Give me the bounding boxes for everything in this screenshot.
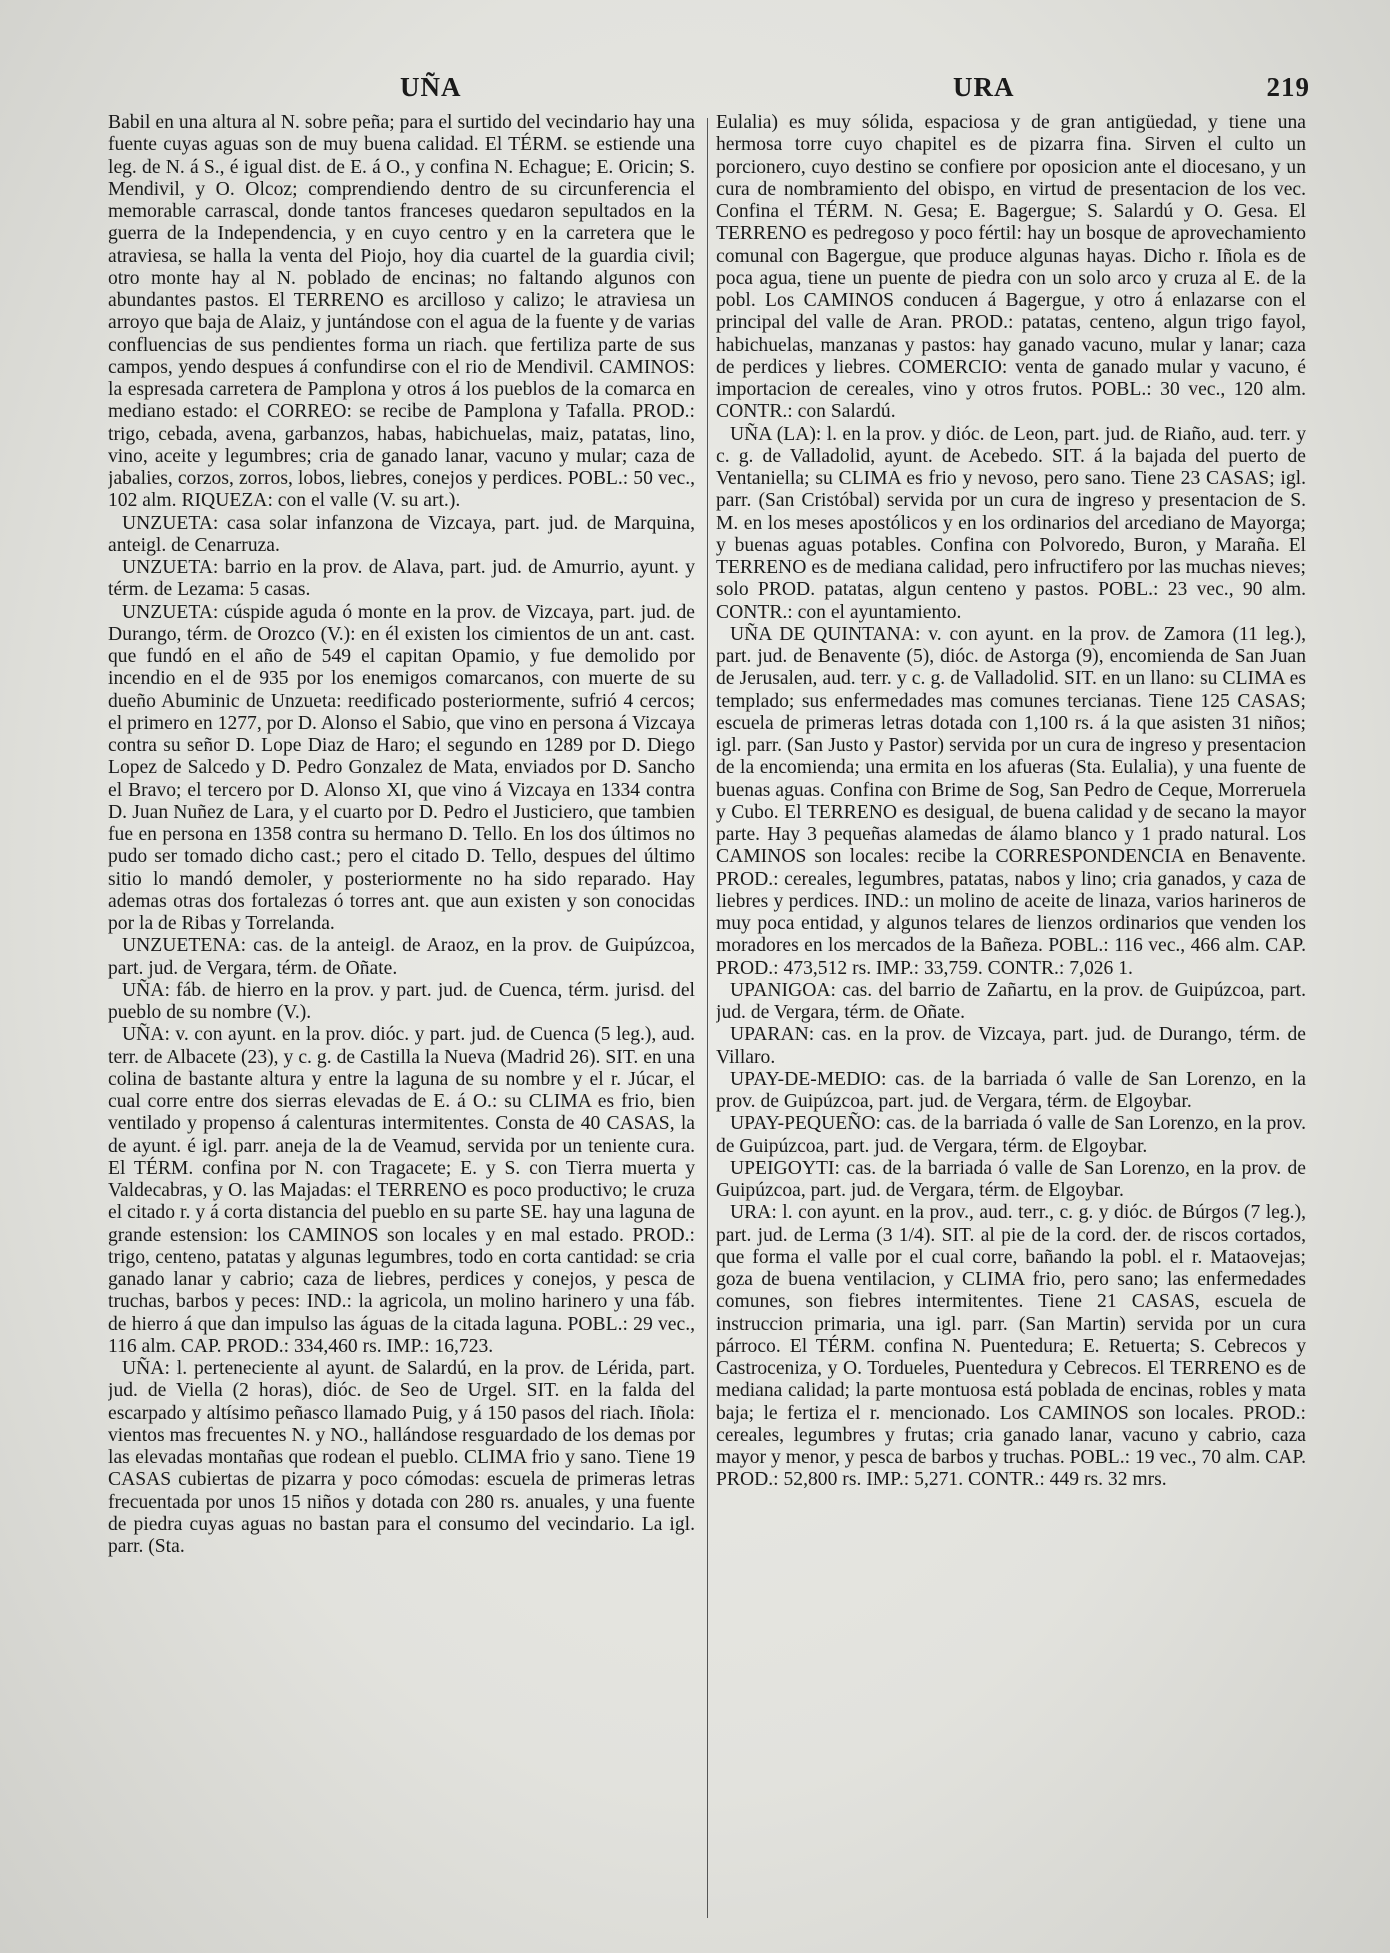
entry-paragraph: UÑA: v. con ayunt. en la prov. dióc. y part. jud. de Cuenca (5 leg.), aud. terr. de Albacete (23), y c. g. de Castilla la Nueva (Madrid 26). SIT. en una colina de bastante altura y entre la laguna de su nombre y el r. Júcar, el cual corre entre dos sierras elevadas de E. á O.: su CLIMA es frio, bien ventilado y propenso á calenturas intermitentes. Consta de 40 CASAS, la de ayunt. é igl. parr. aneja de la de Veamud, servida por un teniente cura. El TÉRM. confina por N. con Tragacete; E. y S. con Tierra muerta y Valdecabras, y O. las Majadas: el TERRENO es poco productivo; le cruza el citado r. y á corta distancia del pueblo en su parte SE. hay una laguna de grande estension: los CAMINOS son locales y en mal estado. PROD.: trigo, centeno, patatas y algunas legumbres, todo en corta cantidad: se cria ganado lanar y cabrio; caza de liebres, perdices y conejos, y pesca de truchas, barbos y peces: IND.: la agricola, un molino harinero y una fáb. de hierro á que dan impulso las águas de la citada laguna. POBL.: 29 vec., 116 alm. CAP. PROD.: 334,460 rs. IMP.: 16,723.	[108, 1024, 695, 1357]
header-left-word: UÑA	[400, 72, 462, 102]
entry-paragraph: UNZUETA: barrio en la prov. de Alava, part. jud. de Amurrio, ayunt. y térm. de Lezama: 5 casas.	[108, 557, 695, 601]
left-column	[108, 112, 695, 1942]
running-header	[100, 72, 1310, 112]
column-divider	[707, 118, 708, 1918]
entry-paragraph: Eulalia) es muy sólida, espaciosa y de gran antigüedad, y tiene una hermosa torre cuyo chapitel es de pizarra fina. Sirven el culto un porcionero, cuyo destino se confiere por oposicion ante el diocesano, y un cura de nombramiento del obispo, en virtud de presentacion de los vec. Confina el TÉRM. N. Gesa; E. Bagergue; S. Salardú y O. Gesa. El TERRENO es pedregoso y poco fértil: hay un bosque de aprovechamiento comunal con Bagergue, que produce algunas hayas. Dicho r. Iñola es de poca agua, tiene un puente de piedra con un solo arco y cruza al E. de la pobl. Los CAMINOS conducen á Bagergue, y otro á enlazarse con el principal del valle de Aran. PROD.: patatas, centeno, algun trigo fayol, habichuelas, manzanas y pastos: hay ganado vacuno, mular y lanar; caza de perdices y liebres. COMERCIO: venta de ganado mular y vacuno, é importacion de cereales, vino y otros frutos. POBL.: 30 vec., 120 alm. CONTR.: con Salardú.	[716, 112, 1306, 423]
entry-paragraph: UNZUETA: casa solar infanzona de Vizcaya, part. jud. de Marquina, anteigl. de Cenarruza.	[108, 512, 695, 556]
right-column	[716, 112, 1306, 1942]
page-number: 219	[1266, 72, 1310, 102]
entry-paragraph: Babil en una altura al N. sobre peña; para el surtido del vecindario hay una fuente cuyas aguas son de muy buena calidad. El TÉRM. se estiende una leg. de N. á S., é igual dist. de E. á O., y confina N. Echague; E. Oricin; S. Mendivil, y O. Olcoz; comprendiendo dentro de su circunferencia el memorable carrascal, donde tantos franceses quedaron sepultados en la guerra de la Independencia, y en cuyo centro y en la carretera que le atraviesa, se halla la venta del Piojo, hoy dia cuartel de la guardia civil; otro monte hay al N. poblado de encinas; no faltando algunos con abundantes pastos. El TERRENO es arcilloso y calizo; le atraviesa un arroyo que baja de Alaiz, y juntándose con el agua de la fuente y de varias confluencias de sus pendientes forma un riach. que fertiliza parte de sus campos, yendo despues á confundirse con el rio de Mendivil. CAMINOS: la espresada carretera de Pamplona y otros á los pueblos de la comarca en mediano estado: el CORREO: se recibe de Pamplona y Tafalla. PROD.: trigo, cebada, avena, garbanzos, habas, habichuelas, maiz, patatas, lino, vino, aceite y legumbres; cria de ganado lanar, vacuno y mular; caza de jabalies, corzos, zorros, lobos, liebres, conejos y perdices. POBL.: 50 vec., 102 alm. RIQUEZA: con el valle (V. su art.).	[108, 112, 695, 512]
entry-paragraph: URA: l. con ayunt. en la prov., aud. terr., c. g. y dióc. de Búrgos (7 leg.), part. jud. de Lerma (3 1/4). SIT. al pie de la cord. der. de riscos cortados, que forma el valle por el cual corre, bañando la pobl. el r. Mataovejas; goza de buena ventilacion, y CLIMA frio, pero sano; las enfermedades comunes, son fiebres intermitentes. Tiene 21 CASAS, escuela de instruccion primaria, una igl. parr. (San Martin) servida por un cura párroco. El TÉRM. confina N. Puentedura; E. Retuerta; S. Cebrecos y Castroceniza, y O. Tordueles, Puentedura y Cebrecos. El TERRENO es de mediana calidad; la parte montuosa está poblada de encinas, robles y mata baja; le fertiza el r. mencionado. Los CAMINOS son locales. PROD.: cereales, legumbres y frutas; cria ganado lanar, vacuno y cabrio, caza mayor y menor, y pesca de barbos y truchas. POBL.: 19 vec., 70 alm. CAP. PROD.: 52,800 rs. IMP.: 5,271. CONTR.: 449 rs. 32 mrs.	[716, 1202, 1306, 1491]
entry-paragraph: UPEIGOYTI: cas. de la barriada ó valle de San Lorenzo, en la prov. de Guipúzcoa, part. jud. de Vergara, térm. de Elgoybar.	[716, 1157, 1306, 1201]
entry-paragraph: UPANIGOA: cas. del barrio de Zañartu, en la prov. de Guipúzcoa, part. jud. de Vergara, térm. de Oñate.	[716, 979, 1306, 1023]
entry-paragraph: UPAY-PEQUEÑO: cas. de la barriada ó valle de San Lorenzo, en la prov. de Guipúzcoa, part. jud. de Vergara, térm. de Elgoybar.	[716, 1113, 1306, 1157]
entry-paragraph: UÑA: fáb. de hierro en la prov. y part. jud. de Cuenca, térm. jurisd. del pueblo de su nombre (V.).	[108, 979, 695, 1023]
entry-paragraph: UNZUETA: cúspide aguda ó monte en la prov. de Vizcaya, part. jud. de Durango, térm. de Orozco (V.): en él existen los cimientos de un ant. cast. que fundó en el año de 549 el capitan Opamio, y fue demolido por incendio en el de 935 por los enemigos comarcanos, con muerte de su dueño Abuminic de Unzueta: reedificado posteriormente, sufrió 4 cercos; el primero en 1277, por D. Alonso el Sabio, que vino en persona á Vizcaya contra su señor D. Lope Diaz de Haro; el segundo en 1289 por D. Diego Lopez de Salcedo y D. Pedro Gonzalez de Mata, enviados por D. Sancho el Bravo; el tercero por D. Alonso XI, que vino á Vizcaya en 1334 contra D. Juan Nuñez de Lara, y el cuarto por D. Pedro el Justiciero, que tambien fue en persona en 1358 contra su hermano D. Tello. En los dos últimos no pudo ser tomado dicho cast.; pero el citado D. Tello, despues del último sitio lo mandó demoler, y posteriormente no ha sido reparado. Hay ademas otras dos fortalezas ó torres ant. que aun existen y son conocidas por la de Ribas y Torrelanda.	[108, 601, 695, 934]
entry-paragraph: UPAY-DE-MEDIO: cas. de la barriada ó valle de San Lorenzo, en la prov. de Guipúzcoa, part. jud. de Vergara, térm. de Elgoybar.	[716, 1068, 1306, 1112]
entry-paragraph: UÑA (LA): l. en la prov. y dióc. de Leon, part. jud. de Riaño, aud. terr. y c. g. de Valladolid, ayunt. de Acebedo. SIT. á la bajada del puerto de Ventaniella; su CLIMA es frio y nevoso, pero sano. Tiene 23 CASAS; igl. parr. (San Cristóbal) servida por un cura de ingreso y presentacion de S. M. en los meses apostólicos y en los ordinarios del arcediano de Mayorga; y buenas aguas potables. Confina con Polvoredo, Buron, y Maraña. El TERRENO es de mediana calidad, pero infructifero por las muchas nieves; solo PROD. patatas, algun centeno y pastos. POBL.: 23 vec., 90 alm. CONTR.: con el ayuntamiento.	[716, 423, 1306, 623]
entry-paragraph: UÑA DE QUINTANA: v. con ayunt. en la prov. de Zamora (11 leg.), part. jud. de Benavente (5), dióc. de Astorga (9), encomienda de San Juan de Jerusalen, aud. terr. y c. g. de Valladolid. SIT. en un llano: su CLIMA es templado; sus enfermedades mas comunes tercianas. Tiene 125 CASAS; escuela de primeras letras dotada con 1,100 rs. á la que asisten 31 niños; igl. parr. (San Justo y Pastor) servida por un cura de ingreso y presentacion de la encomienda; una ermita en los afueras (Sta. Eulalia), y una fuente de buenas aguas. Confina con Brime de Sog, San Pedro de Ceque, Morreruela y Cubo. El TERRENO es desigual, de buena calidad y de secano la mayor parte. Hay 3 pequeñas alamedas de álamo blanco y 1 prado natural. Los CAMINOS son locales: recibe la CORRESPONDENCIA en Benavente. PROD.: cereales, legumbres, patatas, nabos y lino; cria ganados, y caza de liebres y perdices. IND.: un molino de aceite de linaza, varios harineros de muy poca entidad, y algunos telares de lienzos ordinarios que venden los moradores en los mercados de la Bañeza. POBL.: 116 vec., 466 alm. CAP. PROD.: 473,512 rs. IMP.: 33,759. CONTR.: 7,026 1.	[716, 623, 1306, 979]
entry-paragraph: UNZUETENA: cas. de la anteigl. de Araoz, en la prov. de Guipúzcoa, part. jud. de Vergara, térm. de Oñate.	[108, 935, 695, 979]
entry-paragraph: UPARAN: cas. en la prov. de Vizcaya, part. jud. de Durango, térm. de Villaro.	[716, 1024, 1306, 1068]
entry-paragraph: UÑA: l. perteneciente al ayunt. de Salardú, en la prov. de Lérida, part. jud. de Viella (2 horas), dióc. de Seo de Urgel. SIT. en la falda del escarpado y altísimo peñasco llamado Puig, y á 150 pasos del riach. Iñola: vientos mas frecuentes N. y NO., hallándose resguardado de los demas por las elevadas montañas que rodean el pueblo. CLIMA frio y sano. Tiene 19 CASAS cubiertas de pizarra y poco cómodas: escuela de primeras letras frecuentada por unos 15 niños y dotada con 280 rs. anuales, y una fuente de piedra cuyas aguas no bastan para el consumo del vecindario. La igl. parr. (Sta.	[108, 1358, 695, 1557]
header-right-word: URA	[953, 72, 1015, 102]
